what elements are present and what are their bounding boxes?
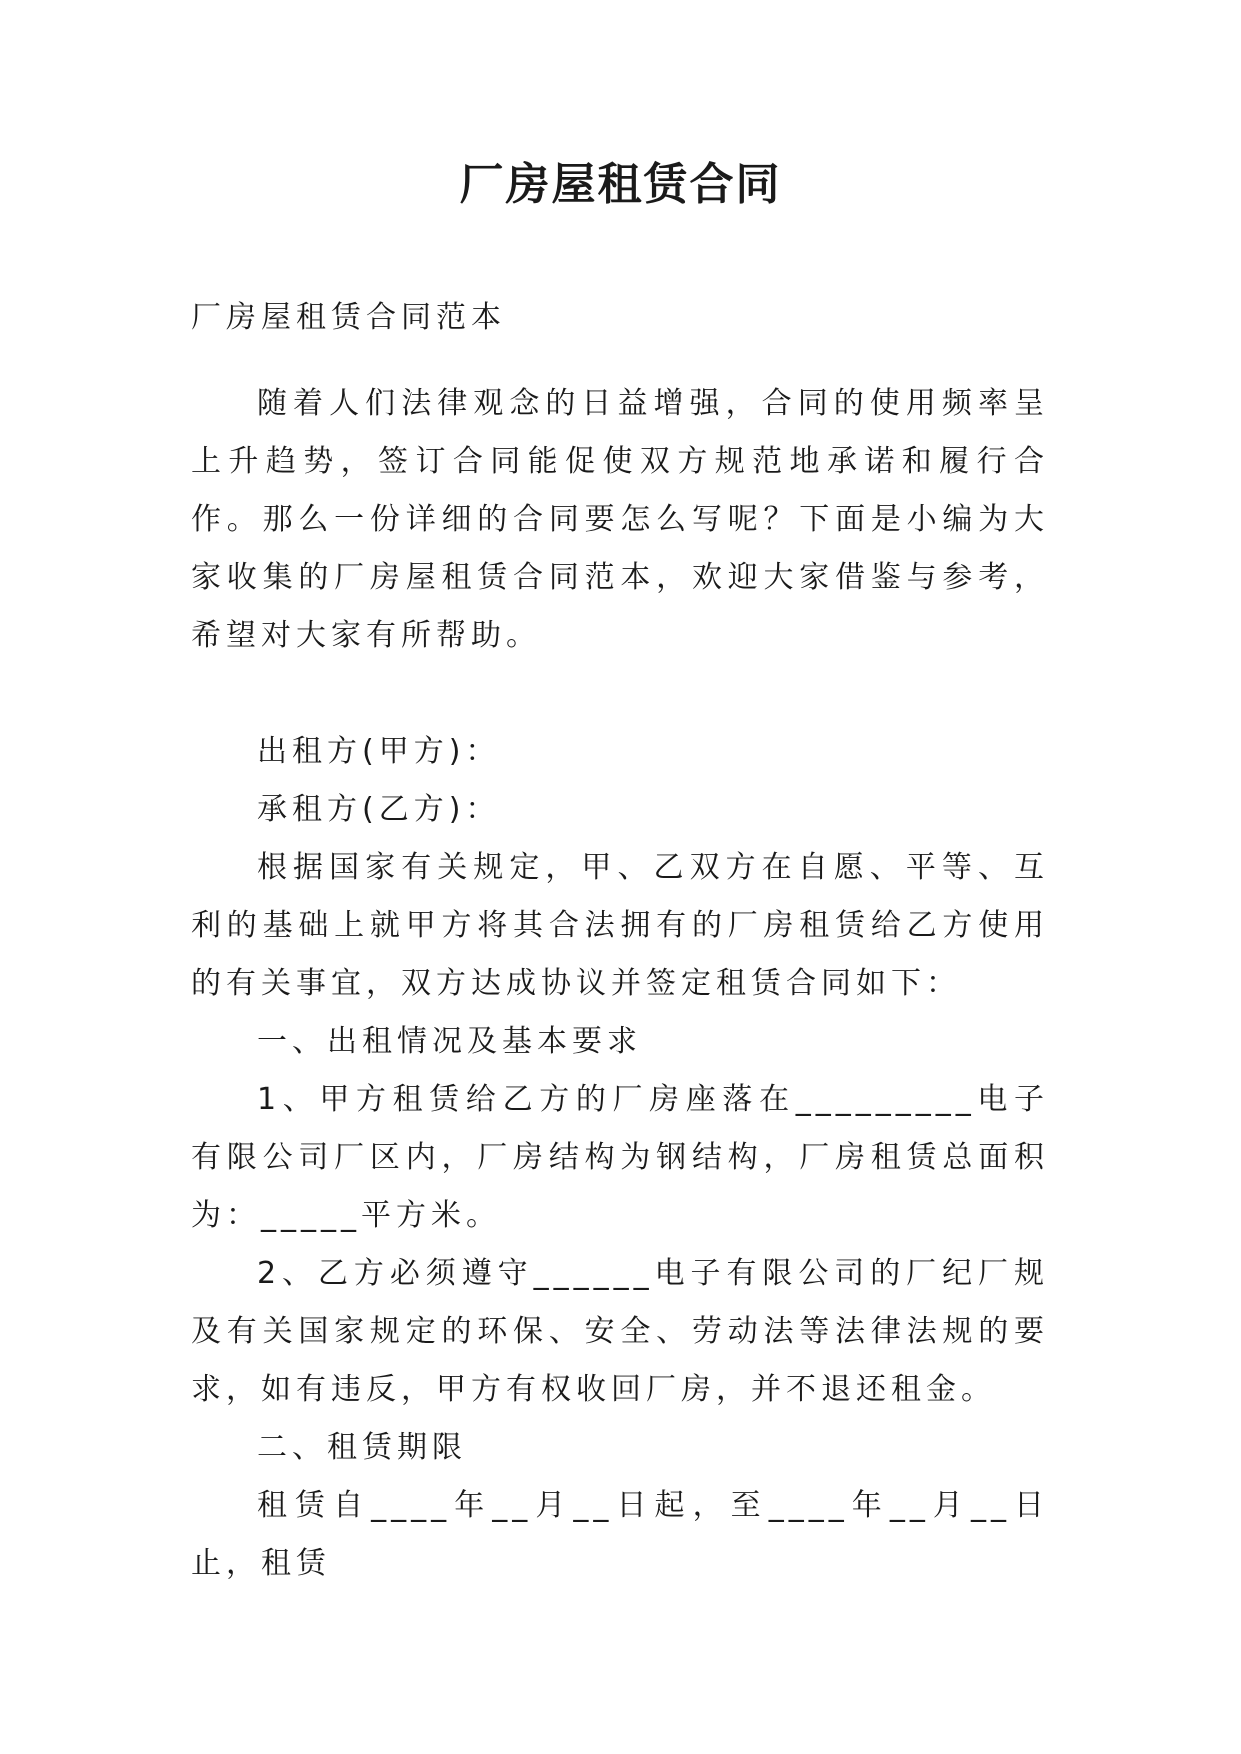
intro-paragraph: 随着人们法律观念的日益增强，合同的使用频率呈上升趋势，签订合同能促使双方规范地承诺和履行合作。那么一份详细的合同要怎么写呢？下面是小编为大家收集的厂房屋租赁合同范本，欢迎大家借鉴与参考，希望对大家有所帮助。: [191, 386, 1049, 653]
clause-1-1: 1、甲方租赁给乙方的厂房座落在_________电子有限公司厂区内，厂房结构为钢结构，厂房租赁总面积为：_____平方米。: [191, 1082, 1049, 1233]
document-body: [191, 289, 1049, 1593]
clause-1-2: 2、乙方必须遵守______电子有限公司的厂纪厂规及有关国家规定的环保、安全、劳动法等法律法规的要求，如有违反，甲方有权收回厂房，并不退还租金。: [191, 1256, 1049, 1407]
document-subtitle: 厂房屋租赁合同范本: [191, 300, 506, 335]
clause-2-1: 租赁自____年__月__日起，至____年__月__日止，租赁: [191, 1488, 1049, 1581]
lessor-line: 出租方(甲方)：: [257, 734, 501, 769]
section-heading-1: 一、出租情况及基本要求: [257, 1024, 642, 1059]
preamble-paragraph: 根据国家有关规定，甲、乙双方在自愿、平等、互利的基础上就甲方将其合法拥有的厂房租赁给乙方使用的有关事宜，双方达成协议并签定租赁合同如下：: [191, 850, 1049, 1001]
section-heading-2: 二、租赁期限: [257, 1430, 467, 1465]
document-title: 厂房屋租赁合同: [459, 159, 782, 210]
lessee-line: 承租方(乙方)：: [257, 792, 501, 827]
